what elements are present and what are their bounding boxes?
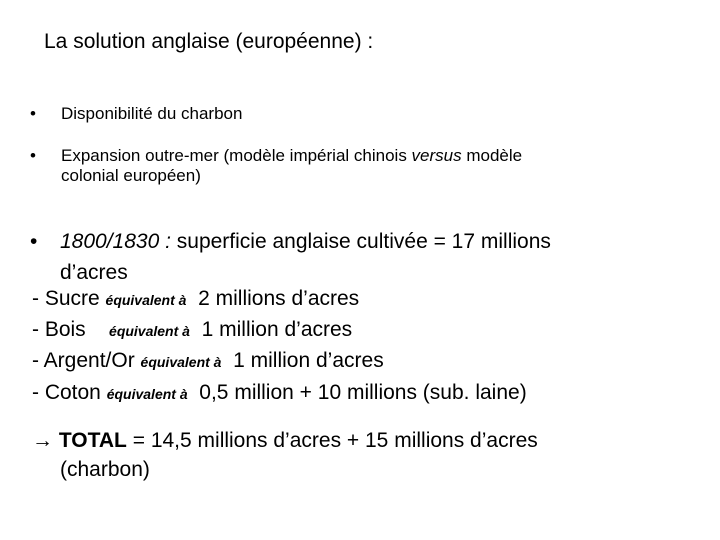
bullet-charbon-text: Disponibilité du charbon [61,104,243,123]
bullet-superficie-line2: d’acres [60,261,128,284]
item-sucre-dash: - Sucre [32,287,106,310]
total-line2: (charbon) [60,458,150,481]
slide-title: La solution anglaise (européenne) : [44,30,374,53]
total-block [32,426,692,484]
total-text: = 14,5 millions d’acres + 15 millions d’acres [126,429,538,452]
total-label: TOTAL [58,429,127,452]
bullet-dot: • [30,146,36,165]
item-bois-eq: équivalent à [109,323,190,339]
bullet-superficie-date: 1800/1830 : [60,230,171,253]
item-argent-eq: équivalent à [140,354,222,370]
item-bois [32,314,352,347]
item-bois-dash: - Bois [32,318,110,341]
item-argent-value: 1 million d’acres [221,349,384,372]
bullet-dot: • [30,104,36,123]
item-coton-eq: équivalent à [106,386,188,402]
item-coton [32,377,527,410]
item-sucre-eq: équivalent à [105,292,187,308]
item-coton-value: 0,5 million + 10 millions (sub. laine) [187,381,527,404]
bullet-expansion-pre: Expansion outre-mer (modèle impérial chinois [61,146,412,165]
bullet-expansion-line2: colonial européen) [61,166,201,185]
bullet-expansion-post: modèle [461,146,523,165]
item-argent [32,345,384,378]
item-sucre [32,283,359,316]
item-sucre-value: 2 millions d’acres [186,287,360,310]
item-bois-value: 1 million d’acres [189,318,353,341]
item-coton-dash: - Coton [32,381,107,404]
bullet-dot: • [30,230,38,253]
item-argent-dash: - Argent/Or [32,349,141,372]
bullet-expansion-italic: versus [411,146,462,165]
arrow-icon: → [32,429,53,452]
bullet-superficie-text [60,226,551,288]
bullet-expansion-text [61,146,681,186]
bullet-superficie-main: superficie anglaise cultivée = 17 millions [170,230,551,253]
